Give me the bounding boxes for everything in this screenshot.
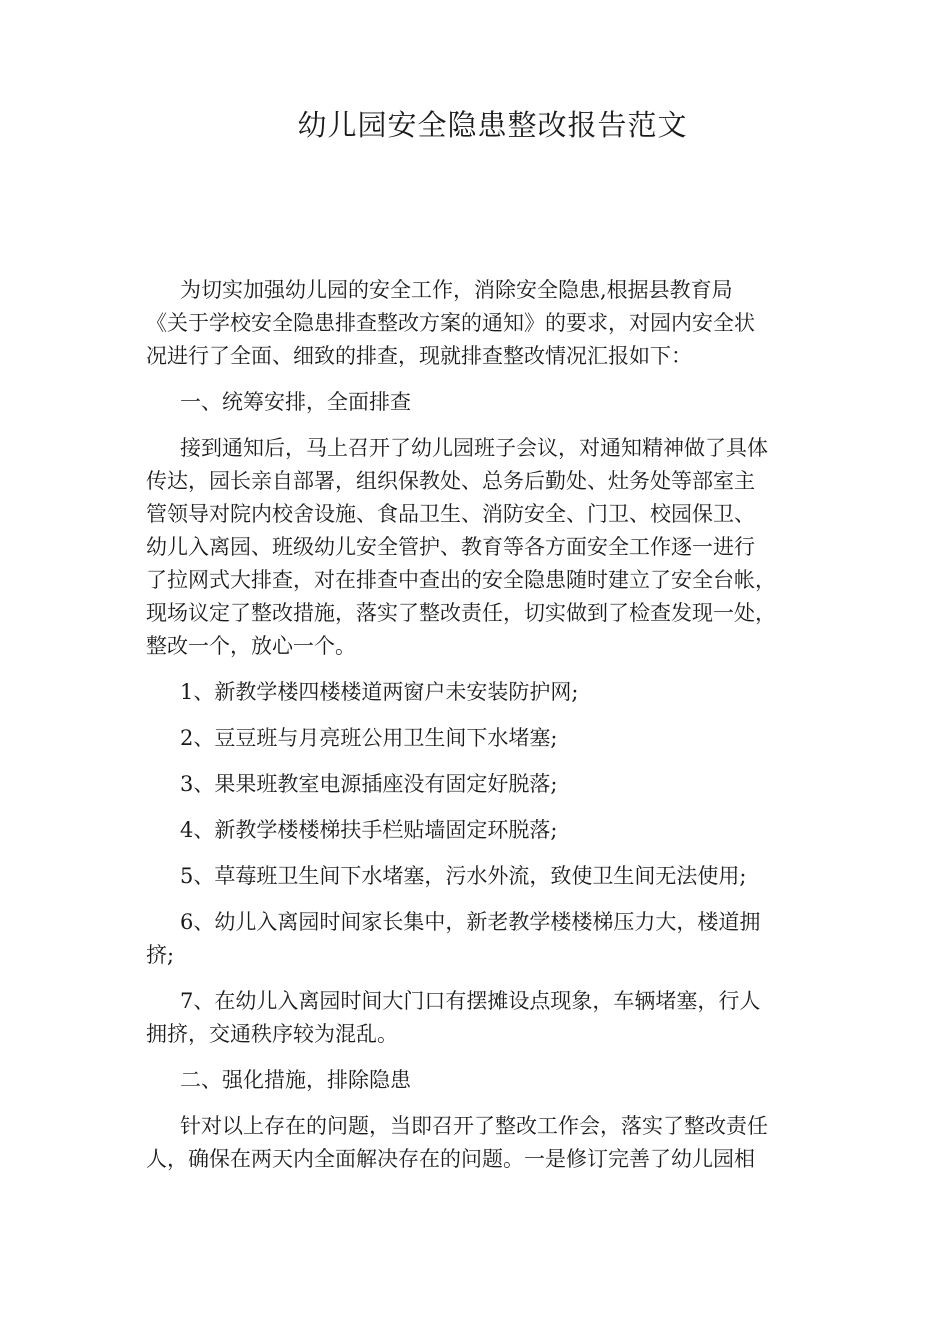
issue-item-5 — [146, 860, 826, 893]
section2-paragraph — [146, 1110, 826, 1176]
text-line: 《关于学校安全隐患排查整改方案的通知》的要求，对园内安全状 — [146, 311, 755, 335]
section1-heading — [146, 386, 826, 419]
section2-heading — [146, 1064, 826, 1097]
issue-item-1 — [146, 676, 826, 709]
text-line: 6、幼儿入离园时间家长集中，新老教学楼楼梯压力大，楼道拥 — [180, 910, 761, 934]
issue-item-7 — [146, 985, 826, 1051]
intro-paragraph — [146, 274, 826, 373]
text-line: 4、新教学楼楼梯扶手栏贴墙固定环脱落; — [180, 818, 558, 842]
text-line: 挤; — [146, 943, 175, 967]
text-line: 7、在幼儿入离园时间大门口有摆摊设点现象，车辆堵塞，行人 — [180, 989, 761, 1013]
text-line: 况进行了全面、细致的排查，现就排查整改情况汇报如下： — [146, 344, 692, 368]
text-line: 接到通知后，马上召开了幼儿园班子会议，对通知精神做了具体 — [180, 436, 768, 460]
text-line: 3、果果班教室电源插座没有固定好脱落; — [180, 772, 558, 796]
heading-text: 二、强化措施，排除隐患 — [180, 1068, 411, 1092]
document-title: 幼儿园安全隐患整改报告范文 — [297, 108, 688, 142]
text-line: 2、豆豆班与月亮班公用卫生间下水堵塞; — [180, 726, 558, 750]
issue-item-2 — [146, 722, 826, 755]
issue-item-6 — [146, 906, 826, 972]
text-line: 5、草莓班卫生间下水堵塞，污水外流，致使卫生间无法使用; — [180, 864, 747, 888]
section1-paragraph — [146, 432, 826, 663]
text-line: 针对以上存在的问题，当即召开了整改工作会，落实了整改责任 — [180, 1114, 768, 1138]
text-line: 整改一个，放心一个。 — [146, 634, 356, 658]
text-line: 了拉网式大排查，对在排查中查出的安全隐患随时建立了安全台帐， — [146, 568, 776, 592]
text-line: 现场议定了整改措施，落实了整改责任，切实做到了检查发现一处， — [146, 601, 776, 625]
text-line: 管领导对院内校舍设施、食品卫生、消防安全、门卫、校园保卫、 — [146, 502, 755, 526]
issue-item-4 — [146, 814, 826, 847]
text-line: 人，确保在两天内全面解决存在的问题。一是修订完善了幼儿园相 — [146, 1147, 755, 1171]
heading-text: 一、统筹安排，全面排查 — [180, 390, 411, 414]
document-body — [146, 274, 826, 1176]
issue-item-3 — [146, 768, 826, 801]
text-line: 幼儿入离园、班级幼儿安全管护、教育等各方面安全工作逐一进行 — [146, 535, 755, 559]
text-line: 拥挤，交通秩序较为混乱。 — [146, 1022, 398, 1046]
text-line: 传达，园长亲自部署，组织保教处、总务后勤处、灶务处等部室主 — [146, 469, 755, 493]
text-line: 为切实加强幼儿园的安全工作，消除安全隐患,根据县教育局 — [180, 278, 733, 302]
text-line: 1、新教学楼四楼楼道两窗户未安装防护网; — [180, 680, 579, 704]
